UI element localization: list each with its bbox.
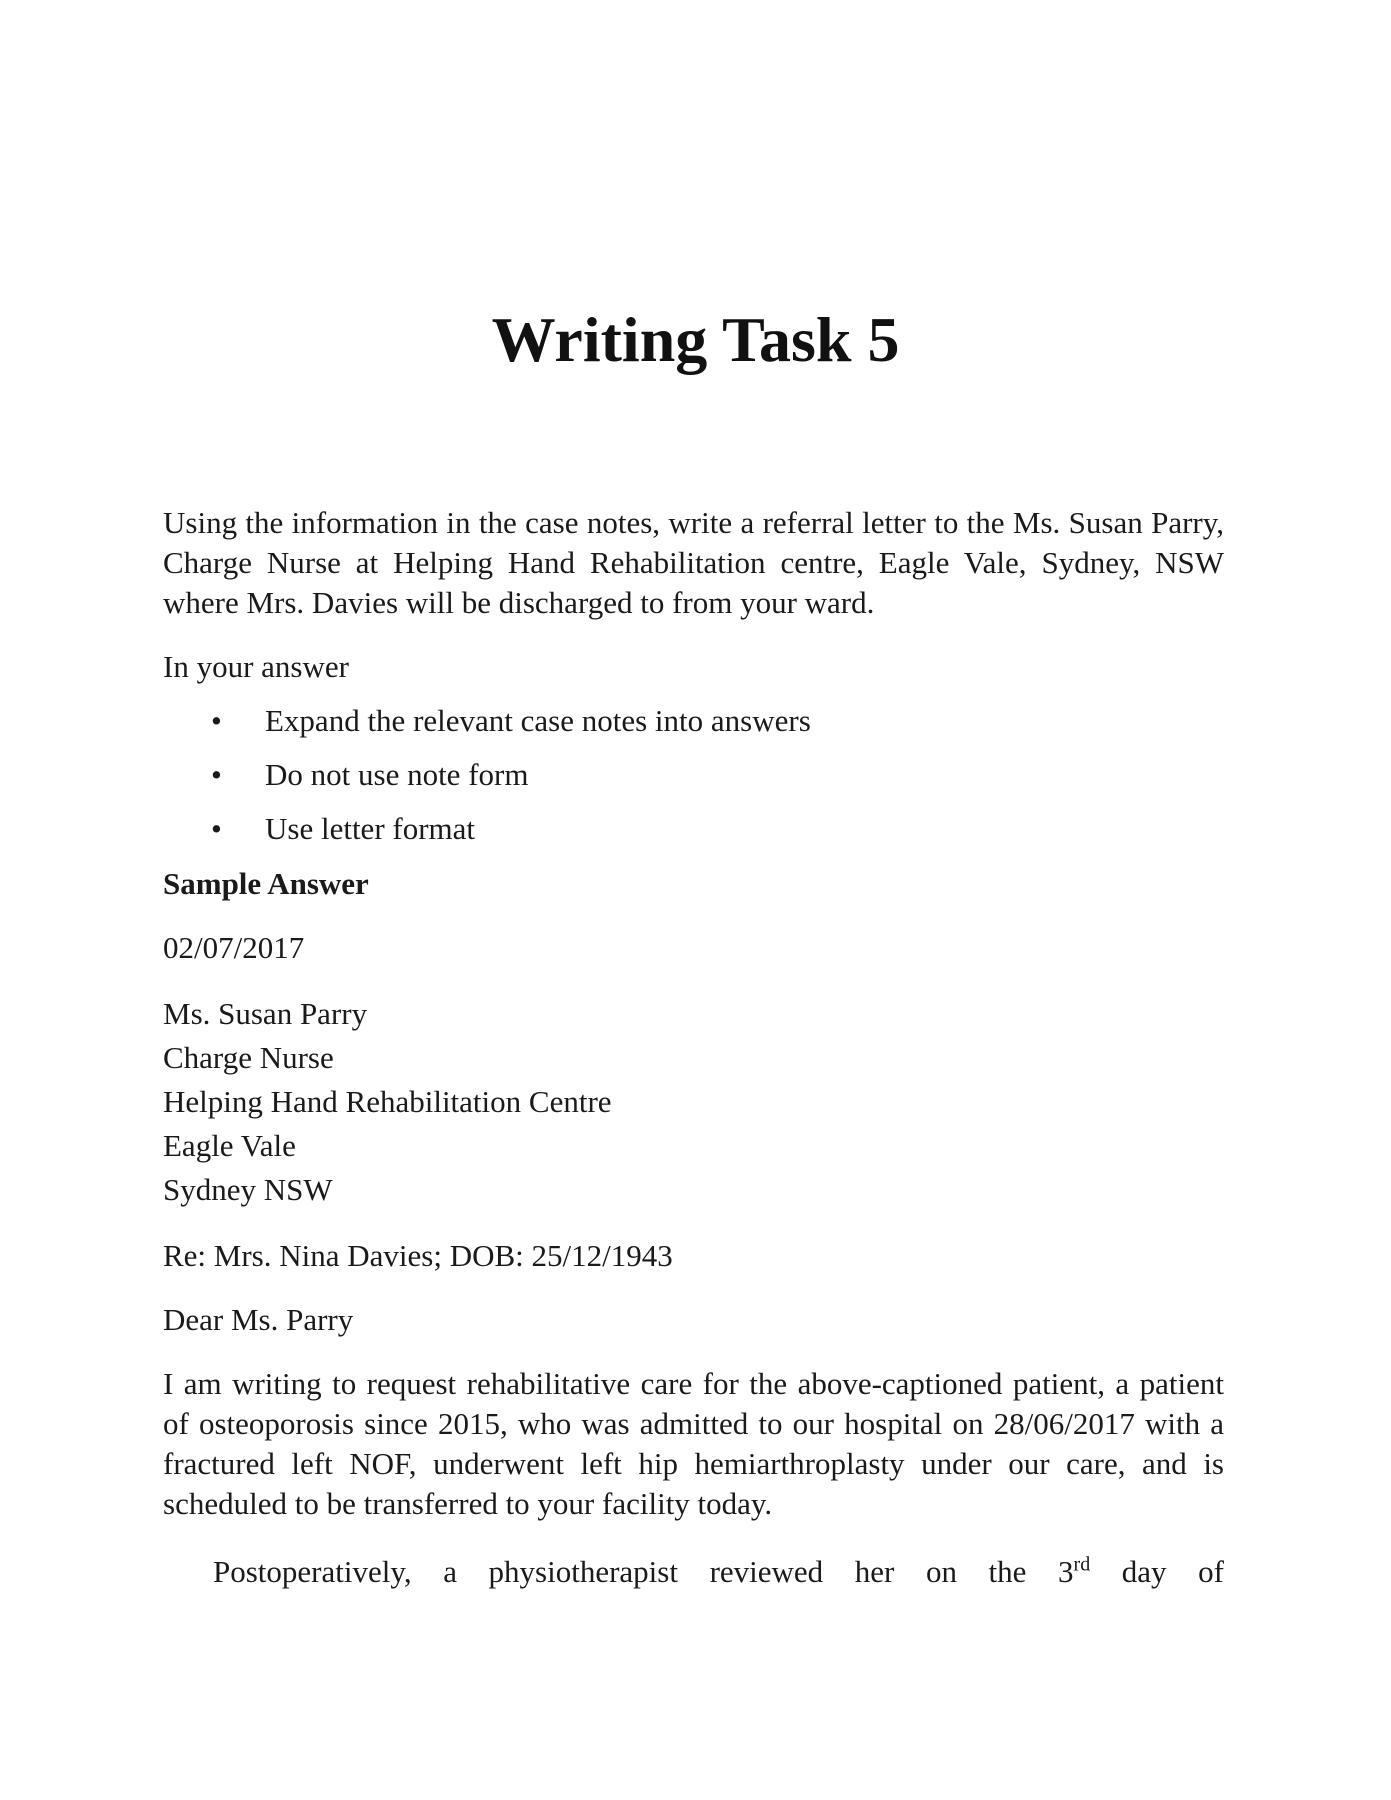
instruction-text: Expand the relevant case notes into answers <box>265 703 811 738</box>
instruction-item <box>163 701 1224 741</box>
instruction-text: Do not use note form <box>265 757 529 792</box>
address-line: Charge Nurse <box>163 1040 334 1075</box>
salutation: Dear Ms. Parry <box>163 1302 354 1337</box>
instruction-list <box>163 701 1224 849</box>
bullet-icon: • <box>211 811 222 846</box>
instruction-item <box>163 755 1224 795</box>
subject-line: Re: Mrs. Nina Davies; DOB: 25/12/1943 <box>163 1238 673 1273</box>
ordinal-suffix: rd <box>1073 1553 1091 1576</box>
letter-date: 02/07/2017 <box>163 930 305 965</box>
address-line: Ms. Susan Parry <box>163 996 368 1031</box>
instruction-item <box>163 809 1224 849</box>
recipient-address <box>163 992 1224 1212</box>
paragraph-2-text-end: day of <box>1090 1554 1224 1589</box>
bullet-icon: • <box>211 703 222 738</box>
task-prompt: Using the information in the case notes, write a referral letter to the Ms. Susan Parry, Charge Nurse at Helping Hand Rehabilitation centre, Eagle Vale, Sydney, NSW where Mrs. Davies will be discharged to from your ward. <box>163 505 1224 620</box>
letter-paragraph-1: I am writing to request rehabilitative care for the above-captioned patient, a patient of osteoporosis since 2015, who was admitted to our hospital on 28/06/2017 with a fractured left NOF, underwent left hip hemiarthroplasty under our care, and is scheduled to be transferred to your facility today. <box>163 1366 1224 1521</box>
address-line: Helping Hand Rehabilitation Centre <box>163 1084 612 1119</box>
letter-paragraph-2 <box>163 1552 1224 1592</box>
page-title: Writing Task 5 <box>491 304 900 375</box>
sample-answer-heading: Sample Answer <box>163 866 369 901</box>
paragraph-2-text: Postoperatively, a physiotherapist reviewed her on the 3 <box>213 1554 1074 1589</box>
in-your-answer-label: In your answer <box>163 649 349 684</box>
address-line: Sydney NSW <box>163 1172 333 1207</box>
instruction-text: Use letter format <box>265 811 476 846</box>
address-line: Eagle Vale <box>163 1128 296 1163</box>
bullet-icon: • <box>211 757 222 792</box>
document-body <box>163 503 1224 1592</box>
